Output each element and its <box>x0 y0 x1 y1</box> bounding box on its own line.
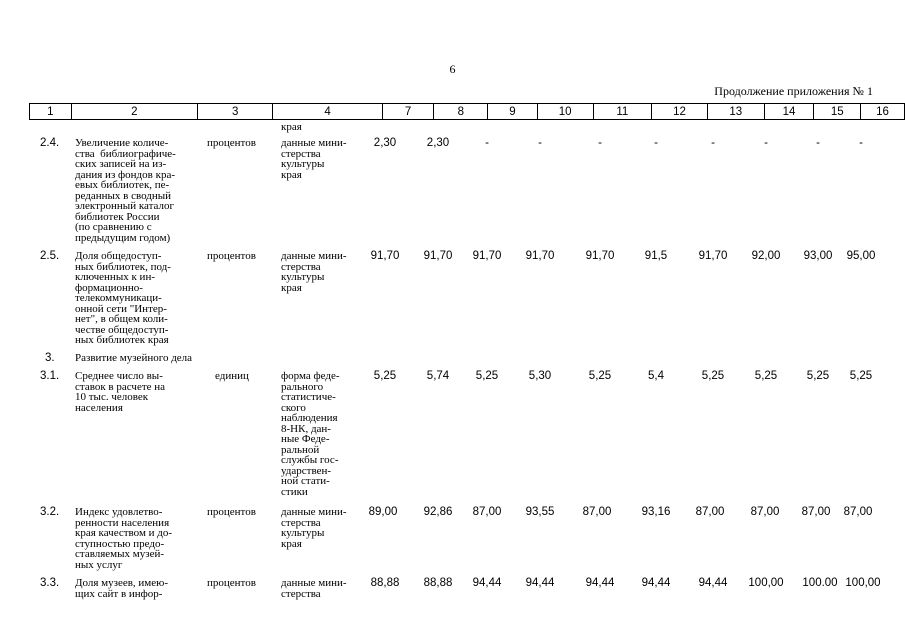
value-col-8: 91,70 <box>423 250 453 262</box>
header-col-12: 12 <box>652 104 708 120</box>
value-col-15: 87,00 <box>801 506 831 518</box>
row-source: данные мини- стерства <box>281 577 347 600</box>
value-col-10: 94,44 <box>525 577 555 589</box>
row-description: Среднее число вы- ставок в расчете на 10 тыс. человек населения <box>75 370 166 414</box>
row-number: 3.3. <box>40 577 60 589</box>
header-col-13: 13 <box>707 104 764 120</box>
row-unit: единиц <box>215 370 249 382</box>
section-number: 3. <box>45 352 55 364</box>
value-col-11: 91,70 <box>585 250 615 262</box>
section-title: Развитие музейного дела <box>75 352 193 364</box>
value-col-11: 94,44 <box>585 577 615 589</box>
row-description: Доля общедоступ- ных библиотек, под- ключенных к ин- формационно- телекоммуникаци- онной сети "Интер- нет", в общем коли- честве общедоступ- ных библиотек края <box>75 250 171 346</box>
value-col-10: 5,30 <box>528 370 552 382</box>
value-col-11: - <box>598 137 602 149</box>
row-unit: процентов <box>207 577 256 589</box>
value-col-15: 5,25 <box>806 370 830 382</box>
header-col-16: 16 <box>861 104 905 120</box>
value-col-7: 2,30 <box>373 137 397 149</box>
value-col-16: 87,00 <box>843 506 873 518</box>
row-number: 2.5. <box>40 250 60 262</box>
value-col-7: 91,70 <box>370 250 400 262</box>
value-col-14: 87,00 <box>750 506 780 518</box>
row-source: данные мини- стерства культуры края <box>281 506 347 550</box>
header-col-10: 10 <box>537 104 593 120</box>
header-col-4: 4 <box>273 104 382 120</box>
row-source: форма феде- рального статистиче- ского наблюдения 8-НК, дан- ные Феде- ральной службы гос- ударствен- ной стати- стики <box>281 370 340 498</box>
value-col-8: 92,86 <box>423 506 453 518</box>
value-col-8: 5,74 <box>426 370 450 382</box>
value-col-14: 100,00 <box>748 577 784 589</box>
value-col-12: 91,5 <box>644 250 668 262</box>
row-number: 3.2. <box>40 506 60 518</box>
value-col-9: 5,25 <box>475 370 499 382</box>
value-col-10: 91,70 <box>525 250 555 262</box>
continuation-caption: Продолжение приложения № 1 <box>714 84 873 98</box>
row-description: Увеличение количе- ства библиографиче- ских записей на из- дания из фондов кра- евых библиотек, пе- реданных в сводный электронный каталог библиотек России (по сравнению с предыдущим годом) <box>75 137 176 244</box>
value-col-16: - <box>859 137 863 149</box>
row-unit: процентов <box>207 250 256 262</box>
row-number: 3.1. <box>40 370 60 382</box>
row-unit: процентов <box>207 506 256 518</box>
value-col-9: 94,44 <box>472 577 502 589</box>
row-source: данные мини- стерства культуры края <box>281 250 347 294</box>
value-col-11: 5,25 <box>588 370 612 382</box>
value-col-14: - <box>764 137 768 149</box>
header-col-7: 7 <box>382 104 434 120</box>
value-col-7: 5,25 <box>373 370 397 382</box>
header-col-14: 14 <box>764 104 814 120</box>
row-unit: процентов <box>207 137 256 149</box>
row-description: Индекс удовлетво- ренности населения края качеством и до- ступностью предо- ставляемых музей- ных услуг <box>75 506 173 571</box>
value-col-14: 5,25 <box>754 370 778 382</box>
value-col-13: 87,00 <box>695 506 725 518</box>
header-col-9: 9 <box>488 104 538 120</box>
value-col-7: 88,88 <box>370 577 400 589</box>
header-col-8: 8 <box>434 104 488 120</box>
value-col-12: 94,44 <box>641 577 671 589</box>
value-col-13: 94,44 <box>698 577 728 589</box>
value-col-13: 91,70 <box>698 250 728 262</box>
value-col-12: 93,16 <box>641 506 671 518</box>
carry-over-text: края <box>281 121 302 133</box>
row-description: Доля музеев, имею- щих сайт в инфор- <box>75 577 169 600</box>
value-col-16: 95,00 <box>846 250 876 262</box>
row-number: 2.4. <box>40 137 60 149</box>
value-col-9: - <box>485 137 489 149</box>
header-col-3: 3 <box>197 104 273 120</box>
header-col-11: 11 <box>593 104 652 120</box>
value-col-10: 93,55 <box>525 506 555 518</box>
page-number: 6 <box>449 62 456 76</box>
header-col-2: 2 <box>71 104 197 120</box>
value-col-15: - <box>816 137 820 149</box>
value-col-16: 5,25 <box>849 370 873 382</box>
header-col-15: 15 <box>814 104 861 120</box>
value-col-7: 89,00 <box>368 506 398 518</box>
value-col-8: 88,88 <box>423 577 453 589</box>
value-col-12: 5,4 <box>648 370 664 382</box>
value-col-10: - <box>538 137 542 149</box>
value-col-9: 91,70 <box>472 250 502 262</box>
value-col-14: 92,00 <box>751 250 781 262</box>
value-col-13: 5,25 <box>701 370 725 382</box>
row-source: данные мини- стерства культуры края <box>281 137 347 181</box>
value-col-9: 87,00 <box>472 506 502 518</box>
column-number-header <box>29 103 905 120</box>
value-col-13: - <box>711 137 715 149</box>
value-col-15: 100.00 <box>802 577 838 589</box>
value-col-12: - <box>654 137 658 149</box>
value-col-8: 2,30 <box>426 137 450 149</box>
value-col-11: 87,00 <box>582 506 612 518</box>
header-col-1: 1 <box>30 104 72 120</box>
value-col-15: 93,00 <box>803 250 833 262</box>
value-col-16: 100,00 <box>845 577 881 589</box>
